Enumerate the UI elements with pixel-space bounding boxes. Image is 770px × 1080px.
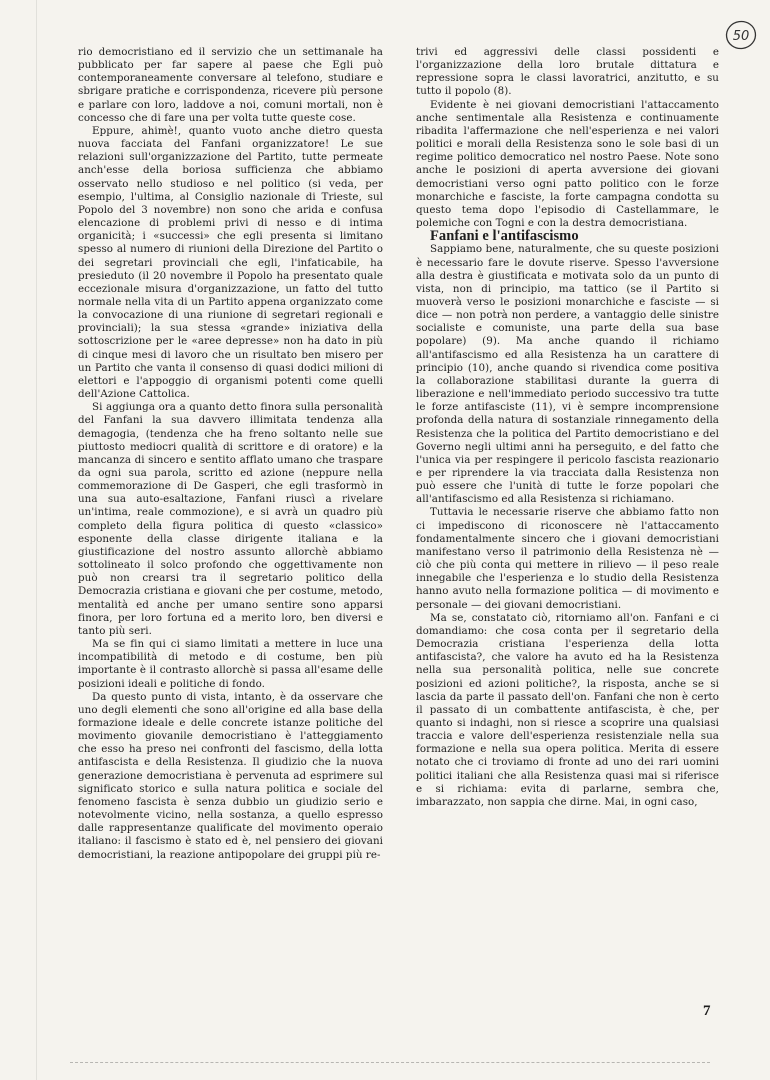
paragraph: Eppure, ahimè!, quanto vuoto anche dietro questa nuova facciata del Fanfani organizzatore! Le sue relazioni sull'organizzazione del Partito, tutte permeate anch'esse della boriosa sufficienza che abbiamo osservato nello studioso e nel politico (si veda, per esempio, l'ultima, al Consiglio nazionale di Trieste, sul Popolo del 3 novembre) non sono che arida e confusa elencazione di problemi privi di nesso e di intima organicità; i «successi» che egli presenta si limitano spesso al numero di riunioni della Direzione del Partito o dei segretari provinciali che egli, l'infaticabile, ha presieduto (il 20 novembre il Popolo ha presentato quale eccezionale misura d'organizzazione, un fatto del tutto normale nella vita di un Partito appena organizzato come la convocazione di una riunione di segretari regionali e provinciali); la sua stessa «grande» iniziativa della sottoscrizione per le «aree depresse» non ha dato in più di cinque mesi di lavoro che un risultato ben misero per un Partito che vanta il consenso di quasi dodici milioni di elettori e l'appoggio di organismi potenti come quelli dell'Azione Cattolica. (78, 124, 383, 401)
handwritten-page-annotation (724, 18, 758, 52)
paragraph: Tuttavia le necessarie riserve che abbiamo fatto non ci impediscono di riconoscere nè l'attaccamento fondamentalmente sincero che i giovani democristiani manifestano verso il patrimonio della Resistenza nè — ciò che più conta qui mettere in rilievo — il peso reale innegabile che l'esperienza e lo studio della Resistenza hanno avuto nella formazione politica — di movimento e personale — dei giovani democristiani. (416, 506, 719, 611)
paragraph: Evidente è nei giovani democristiani l'attaccamento anche sentimentale alla Resistenza e continuamente ribadita l'affermazione che nell'esperienza e nei valori politici e morali della Resistenza sono le sole basi di un regime politico democratico nel nostro Paese. Note sono anche le posizioni di aperta avversione dei giovani democristiani verso ogni patto politico con le forze monarchiche e fasciste, la forte campagna condotta su questo tema dopo l'episodio di Castellammare, le polemiche con Togni e con la destra democristiana. (416, 98, 719, 230)
paragraph: Ma se, constatato ciò, ritorniamo all'on. Fanfani e ci domandiamo: che cosa conta per il segretario della Democrazia cristiana l'esperienza della lotta antifascista?, che valore ha avuto ed ha la Resistenza nella sua personalità politica, nelle sue concrete posizioni ed azioni politiche?, la risposta, anche se si lascia da parte il passato dell'on. Fanfani che non è certo il passato di un combattente antifascista, è che, per quanto si indaghi, non si riesce a scoprire una qualsiasi traccia e valore dell'esperienza resistenziale nella sua formazione e nella sua opera politica. Merita di essere notato che ci troviamo di fronte ad uno dei rari uomini politici italiani che alla Resistenza quasi mai si riferisce e si richiama: evita di parlarne, sembra che, imbarazzato, non sappia che dirne. Mai, in ogni caso, (416, 611, 719, 808)
scan-bottom-edge (70, 1062, 710, 1064)
annotation-text: 50 (732, 29, 750, 44)
scan-edge (36, 0, 37, 1080)
paragraph: Si aggiunga ora a quanto detto finora sulla personalità del Fanfani la sua davvero illimitata tendenza alla demagogia, (tendenza che ha freno soltanto nelle sue piuttosto mediocri qualità di scrittore e di oratore) e la mancanza di sincero e sentito afflato umano che traspare da ogni sua parola, scritto ed azione (neppure nella commemorazione di De Gasperi, che egli trasformò in una sua auto-esaltazione, Fanfani riuscì a rivelare un'intima, reale commozione), e si avrà un quadro più completo della figura politica di questo «classico» esponente della classe dirigente italiana e la giustificazione del nostro assunto allorchè abbiamo sottolineato il solco profondo che oggettivamente non può non crearsi tra il segretario politico della Democrazia cristiana e giovani che per costume, metodo, mentalità ed anche per umano sentire sono apparsi finora, per loro fortuna ed a merito loro, ben diversi e tanto più seri. (78, 401, 383, 637)
page-number: 7 (703, 1003, 711, 1019)
paragraph: Sappiamo bene, naturalmente, che su queste posizioni è necessario fare le dovute riserve. Spesso l'avversione alla destra è giustificata e motivata solo da un punto di vista, non di principio, ma tattico (se il Partito si muoverà verso le posizioni monarchiche e fasciste — si dice — non potrà non perdere, a vantaggio delle sinistre socialiste e comuniste, una parte della sua base popolare) (9). Ma anche quando il richiamo all'antifascismo ed alla Resistenza ha un carattere di principio (10), anche quando si rivendica come positiva la collaborazione stabilitasi durante la guerra di liberazione e nell'immediato periodo successivo tra tutte le forze antifasciste (11), vi è sempre incomprensione profonda della natura di sostanziale rinnegamento della Resistenza che la politica del Partito democristiano e del Governo negli ultimi anni ha perseguito, e del fatto che l'unica via per respingere il pericolo fascista reazionario e per riprendere la via tracciata dalla Resistenza non può essere che l'unità di tutte le forze popolari che all'antifascismo ed alla Resistenza si richiamano. (416, 243, 719, 506)
right-column (416, 46, 719, 809)
paragraph: Ma se fin qui ci siamo limitati a mettere in luce una incompatibilità di metodo e di costume, ben più importante è il contrasto allorchè si passa all'esame delle posizioni ideali e politiche di fondo. (78, 638, 383, 690)
paragraph: Da questo punto di vista, intanto, è da osservare che uno degli elementi che sono all'origine ed alla base della formazione ideale e delle concrete istanze politiche del movimento giovanile democristiano è l'atteggiamento che esso ha preso nei confronti del fascismo, della lotta antifascista e della Resistenza. Il giudizio che la nuova generazione democristiana è pervenuta ad esprimere sul significato storico e sulla natura politica e sociale del fenomeno fascista è senza dubbio un giudizio serio e notevolmente vicino, nella sostanza, a quello espresso dalle rappresentanze qualificate del movimento operaio italiano: il fascismo è stato ed è, nel pensiero dei giovani democristiani, la reazione antipopolare dei gruppi più re- (78, 690, 383, 861)
paragraph: rio democristiano ed il servizio che un settimanale ha pubblicato per far sapere al paese che Egli può contemporaneamente conversare al telefono, studiare e sbrigare pratiche e corrispondenza, ricevere più persone e parlare con loro, laddove a noi, comuni mortali, non è concesso che di fare una per volta tutte queste cose. (78, 46, 383, 124)
paragraph: trivi ed aggressivi delle classi possidenti e l'organizzazione della loro brutale dittatura e repressione sopra le classi lavoratrici, anzitutto, e su tutto il popolo (8). (416, 46, 719, 98)
section-heading: Fanfani e l'antifascismo (430, 228, 579, 245)
left-column (78, 46, 383, 862)
